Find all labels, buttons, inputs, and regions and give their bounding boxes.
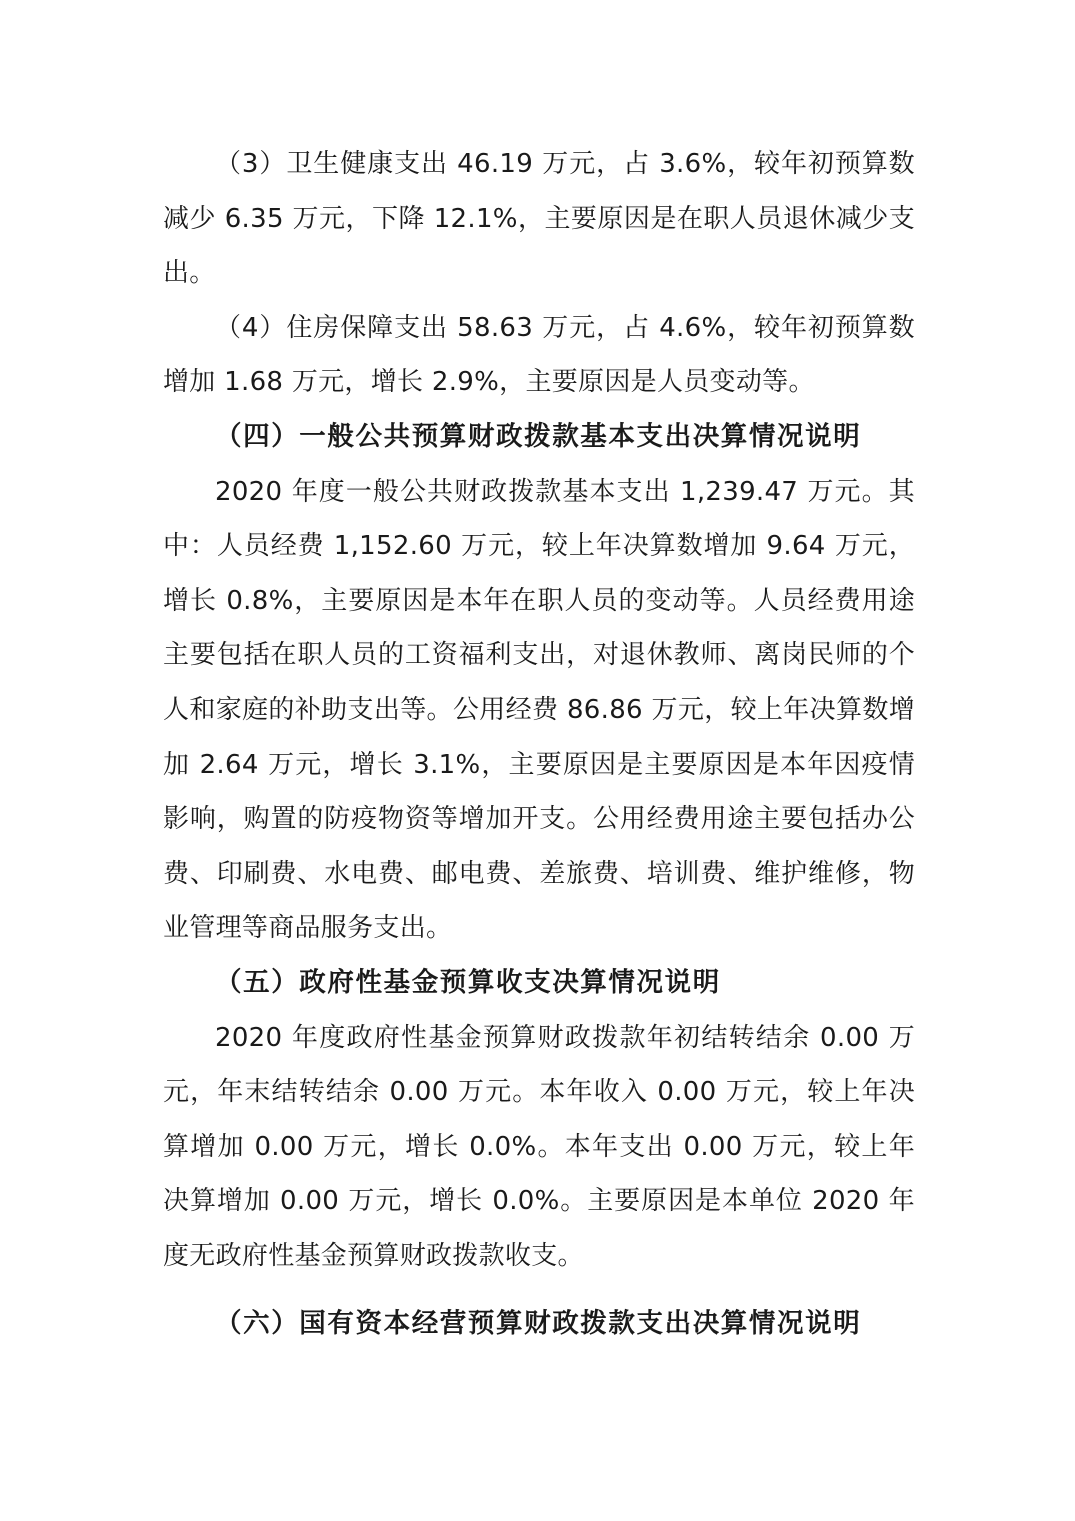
heading-section-5: （五）政府性基金预算收支决算情况说明 (215, 966, 721, 998)
heading-section-6: （六）国有资本经营预算财政拨款支出决算情况说明 (215, 1308, 862, 1340)
paragraph-gov-fund: 2020 年度政府性基金预算财政拨款年初结转结余 0.00 万元，年末结转结余 0.00 万元。本年收入 0.00 万元，较上年决算增加 0.00 万元，增长 0.0%。本年支出 0.00 万元，较上年决算增加 0.00 万元，增长 0.0%。主要原因是本单位 2020 年度无政府性基金预算财政拨款收支。 (163, 1022, 915, 1271)
heading-section-4: （四）一般公共预算财政拨款基本支出决算情况说明 (215, 420, 862, 452)
paragraph-health-expense: （3）卫生健康支出 46.19 万元，占 3.6%，较年初预算数减少 6.35 万元，下降 12.1%，主要原因是在职人员退休减少支出。 (163, 149, 915, 289)
document-body (163, 137, 915, 1352)
paragraph-housing-expense: （4）住房保障支出 58.63 万元，占 4.6%，较年初预算数增加 1.68 万元，增长 2.9%，主要原因是人员变动等。 (163, 312, 915, 398)
paragraph-basic-expense: 2020 年度一般公共财政拨款基本支出 1,239.47 万元。其中：人员经费 1,152.60 万元，较上年决算数增加 9.64 万元，增长 0.8%，主要原因是本年在职人员的变动等。人员经费用途主要包括在职人员的工资福利支出，对退休教师、离岗民师的个人和家庭的补助支出等。公用经费 86.86 万元，较上年决算数增加 2.64 万元，增长 3.1%，主要原因是主要原因是本年因疫情影响，购置的防疫物资等增加开支。公用经费用途主要包括办公费、印刷费、水电费、邮电费、差旅费、培训费、维护维修，物业管理等商品服务支出。 (163, 476, 915, 944)
